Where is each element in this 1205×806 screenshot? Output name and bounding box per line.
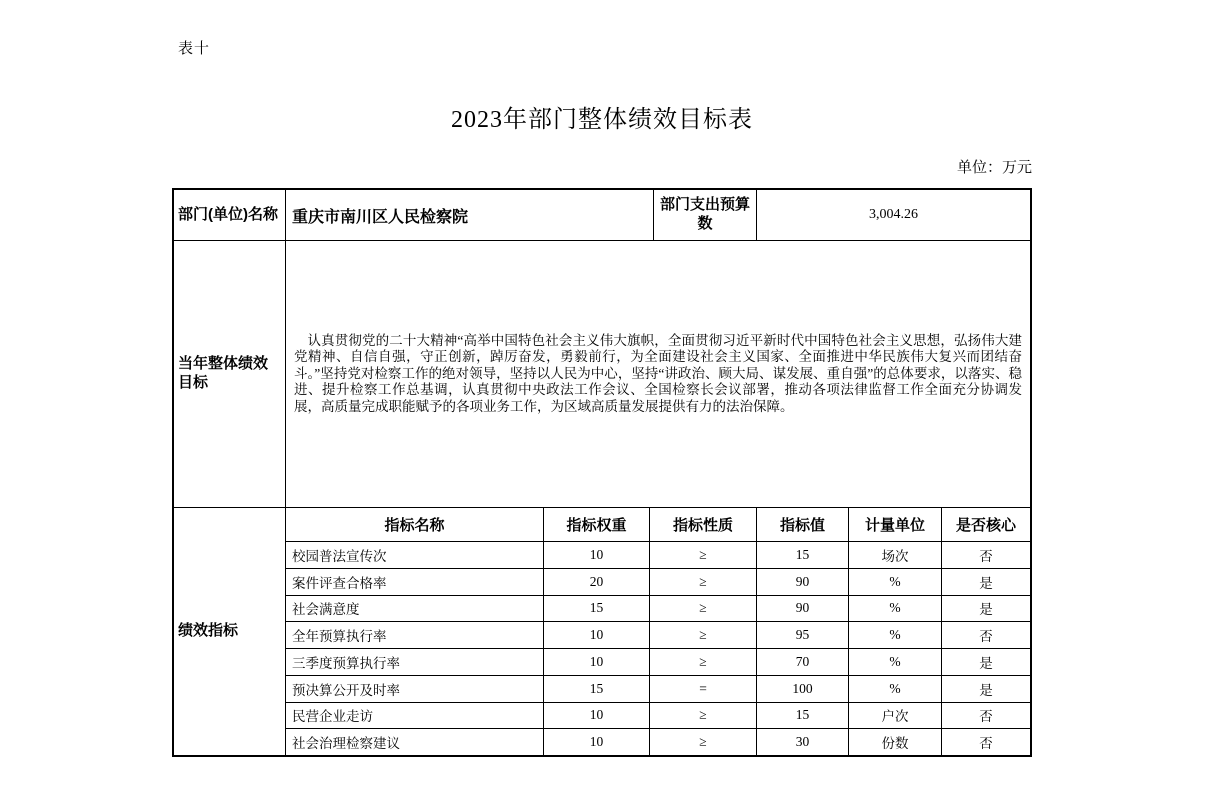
indicator-unit-cell: % [848, 622, 941, 648]
indicator-weight-cell: 10 [543, 703, 649, 729]
header-indicator-value: 指标值 [756, 508, 848, 541]
indicator-core-cell: 否 [941, 729, 1030, 755]
indicator-nature-cell: ≥ [649, 703, 756, 729]
indicator-unit-cell: % [848, 649, 941, 675]
indicator-nature-cell: ≥ [649, 569, 756, 595]
indicator-name-cell: 校园普法宣传次 [292, 548, 387, 564]
indicator-unit-cell: % [848, 676, 941, 702]
indicator-core-cell: 否 [941, 703, 1030, 729]
indicator-unit-cell: 份数 [848, 729, 941, 755]
indicator-weight-cell: 10 [543, 622, 649, 648]
indicator-unit-cell: 场次 [848, 542, 941, 568]
indicator-name-cell: 民营企业走访 [292, 709, 373, 725]
indicator-row [286, 648, 1030, 675]
indicator-row [286, 621, 1030, 648]
indicator-name-cell: 案件评查合格率 [292, 575, 387, 591]
indicator-name-cell: 预决算公开及时率 [292, 682, 400, 698]
indicator-row [286, 728, 1030, 755]
indicator-unit-cell: % [848, 596, 941, 622]
indicator-core-cell: 否 [941, 622, 1030, 648]
dept-name-value: 重庆市南川区人民检察院 [285, 190, 653, 240]
dept-name-label: 部门(单位)名称 [178, 205, 278, 223]
indicator-name-cell: 社会治理检察建议 [292, 736, 400, 752]
indicator-weight-cell: 10 [543, 649, 649, 675]
indicator-value-cell: 30 [756, 729, 848, 755]
indicator-value-cell: 95 [756, 622, 848, 648]
header-indicator-weight: 指标权重 [543, 508, 649, 541]
indicator-weight-cell: 10 [543, 729, 649, 755]
unit-note: 单位：万元 [956, 160, 1032, 176]
indicator-unit-cell: 户次 [848, 703, 941, 729]
indicator-weight-cell: 10 [543, 542, 649, 568]
indicator-value-cell: 90 [756, 569, 848, 595]
indicator-name-cell: 全年预算执行率 [292, 629, 387, 645]
indicator-core-cell: 是 [941, 596, 1030, 622]
goal-label: 当年整体绩效目标 [178, 355, 269, 391]
performance-target-table [172, 188, 1032, 757]
indicator-nature-cell: ≥ [649, 649, 756, 675]
indicators-section-label: 绩效指标 [178, 622, 239, 640]
indicator-row [286, 568, 1030, 595]
department-info-row [174, 190, 1030, 240]
header-indicator-name: 指标名称 [384, 517, 445, 534]
indicator-unit-cell: % [848, 569, 941, 595]
indicators-section [174, 507, 1030, 755]
annual-goal-row [174, 240, 1030, 507]
header-measure-unit: 计量单位 [848, 508, 941, 541]
header-indicator-nature: 指标性质 [649, 508, 756, 541]
indicator-value-cell: 15 [756, 703, 848, 729]
goal-text-cell [285, 241, 1030, 507]
page-title: 2023年部门整体绩效目标表 [451, 107, 753, 133]
indicator-weight-cell: 15 [543, 596, 649, 622]
indicator-core-cell: 是 [941, 649, 1030, 675]
indicator-weight-cell: 15 [543, 676, 649, 702]
indicator-row [286, 702, 1030, 729]
table-number-label: 表十 [178, 41, 211, 57]
indicator-core-cell: 是 [941, 569, 1030, 595]
indicator-nature-cell: ≥ [649, 622, 756, 648]
budget-label: 部门支出预算数 [653, 190, 756, 240]
indicators-header-row [286, 508, 1030, 541]
indicator-weight-cell: 20 [543, 569, 649, 595]
indicator-value-cell: 90 [756, 596, 848, 622]
indicator-nature-cell: ≥ [649, 542, 756, 568]
indicator-row [286, 595, 1030, 622]
budget-value: 3,004.26 [756, 190, 1030, 240]
indicator-value-cell: 70 [756, 649, 848, 675]
indicator-nature-cell: ≥ [649, 596, 756, 622]
indicator-name-cell: 社会满意度 [292, 602, 360, 618]
indicator-name-cell: 三季度预算执行率 [292, 655, 400, 671]
indicator-row [286, 541, 1030, 568]
indicator-nature-cell: = [649, 676, 756, 702]
indicator-value-cell: 100 [756, 676, 848, 702]
indicator-row [286, 675, 1030, 702]
goal-text: 认真贯彻党的二十大精神“高举中国特色社会主义伟大旗帜，全面贯彻习近平新时代中国特色社会主义思想，弘扬伟大建党精神、自信自强，守正创新，踔厉奋发，勇毅前行，为全面建设社会主义国家、全面推进中华民族伟大复兴而团结奋斗。”坚持党对检察工作的绝对领导，坚持以人民为中心，坚持“讲政治、顾大局、谋发展、重自强”的总体要求，以落实、稳进、提升检察工作总基调，认真贯彻中央政法工作会议、全国检察长会议部署，推动各项法律监督工作全面充分协调发展，高质量完成职能赋予的各项业务工作，为区域高质量发展提供有力的法治保障。 [294, 332, 1022, 414]
indicator-core-cell: 否 [941, 542, 1030, 568]
indicator-core-cell: 是 [941, 676, 1030, 702]
indicator-value-cell: 15 [756, 542, 848, 568]
indicators-table [285, 508, 1030, 755]
header-is-core: 是否核心 [941, 508, 1030, 541]
indicator-nature-cell: ≥ [649, 729, 756, 755]
